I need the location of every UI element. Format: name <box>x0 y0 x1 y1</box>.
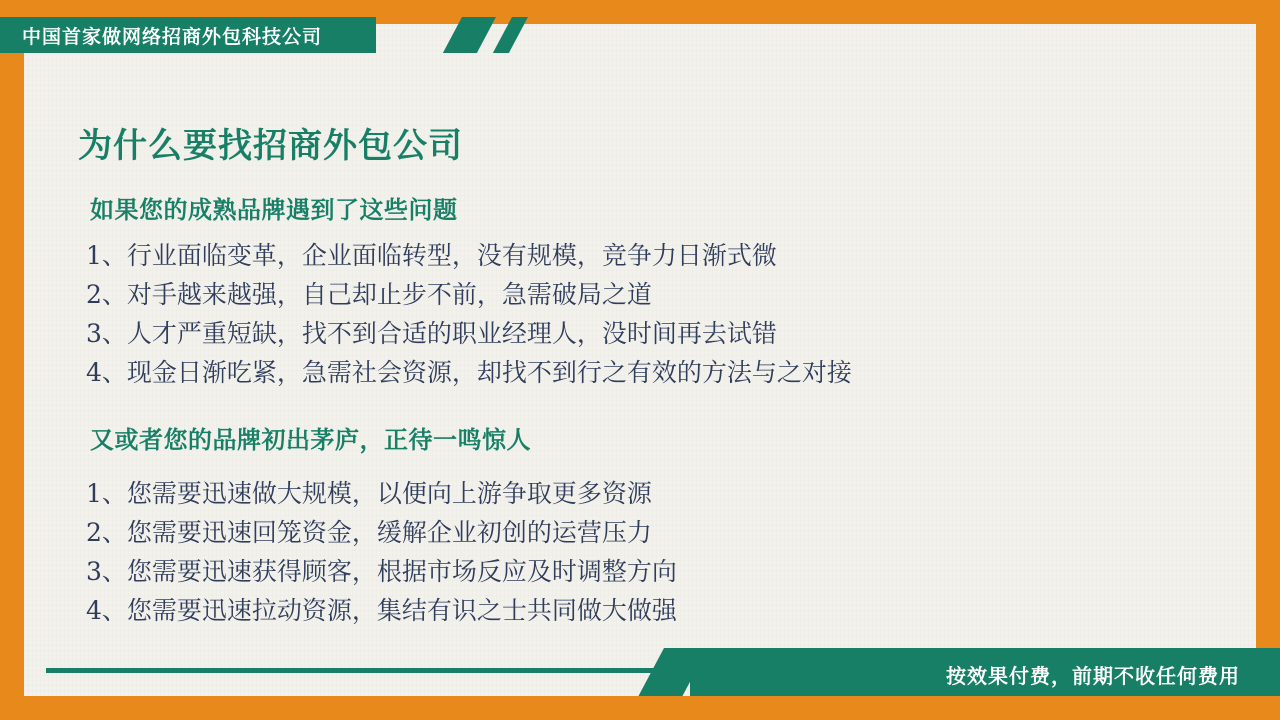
footer-label: 按效果付费，前期不收任何费用 <box>946 666 1240 688</box>
section-heading-1: 如果您的成熟品牌遇到了这些问题 <box>90 197 458 224</box>
needs-list <box>86 474 677 630</box>
page-title: 为什么要找招商外包公司 <box>78 127 463 165</box>
header-ribbon <box>0 17 376 53</box>
list-item: 4、您需要迅速拉动资源，集结有识之士共同做大做强 <box>86 596 677 625</box>
list-item: 1、行业面临变革，企业面临转型，没有规模，竞争力日渐式微 <box>86 241 777 270</box>
header-ribbon-label: 中国首家做网络招商外包科技公司 <box>22 26 323 48</box>
problem-list <box>86 236 852 392</box>
list-item: 3、人才严重短缺，找不到合适的职业经理人，没时间再去试错 <box>86 319 777 348</box>
section-heading-2: 又或者您的品牌初出茅庐，正待一鸣惊人 <box>90 427 531 454</box>
list-item: 2、对手越来越强，自己却止步不前，急需破局之道 <box>86 280 652 309</box>
footer-rule <box>46 668 666 673</box>
list-item: 1、您需要迅速做大规模，以便向上游争取更多资源 <box>86 479 652 508</box>
list-item: 2、您需要迅速回笼资金，缓解企业初创的运营压力 <box>86 518 652 547</box>
list-item: 3、您需要迅速获得顾客，根据市场反应及时调整方向 <box>86 557 677 586</box>
list-item: 4、现金日渐吃紧，急需社会资源，却找不到行之有效的方法与之对接 <box>86 358 852 387</box>
